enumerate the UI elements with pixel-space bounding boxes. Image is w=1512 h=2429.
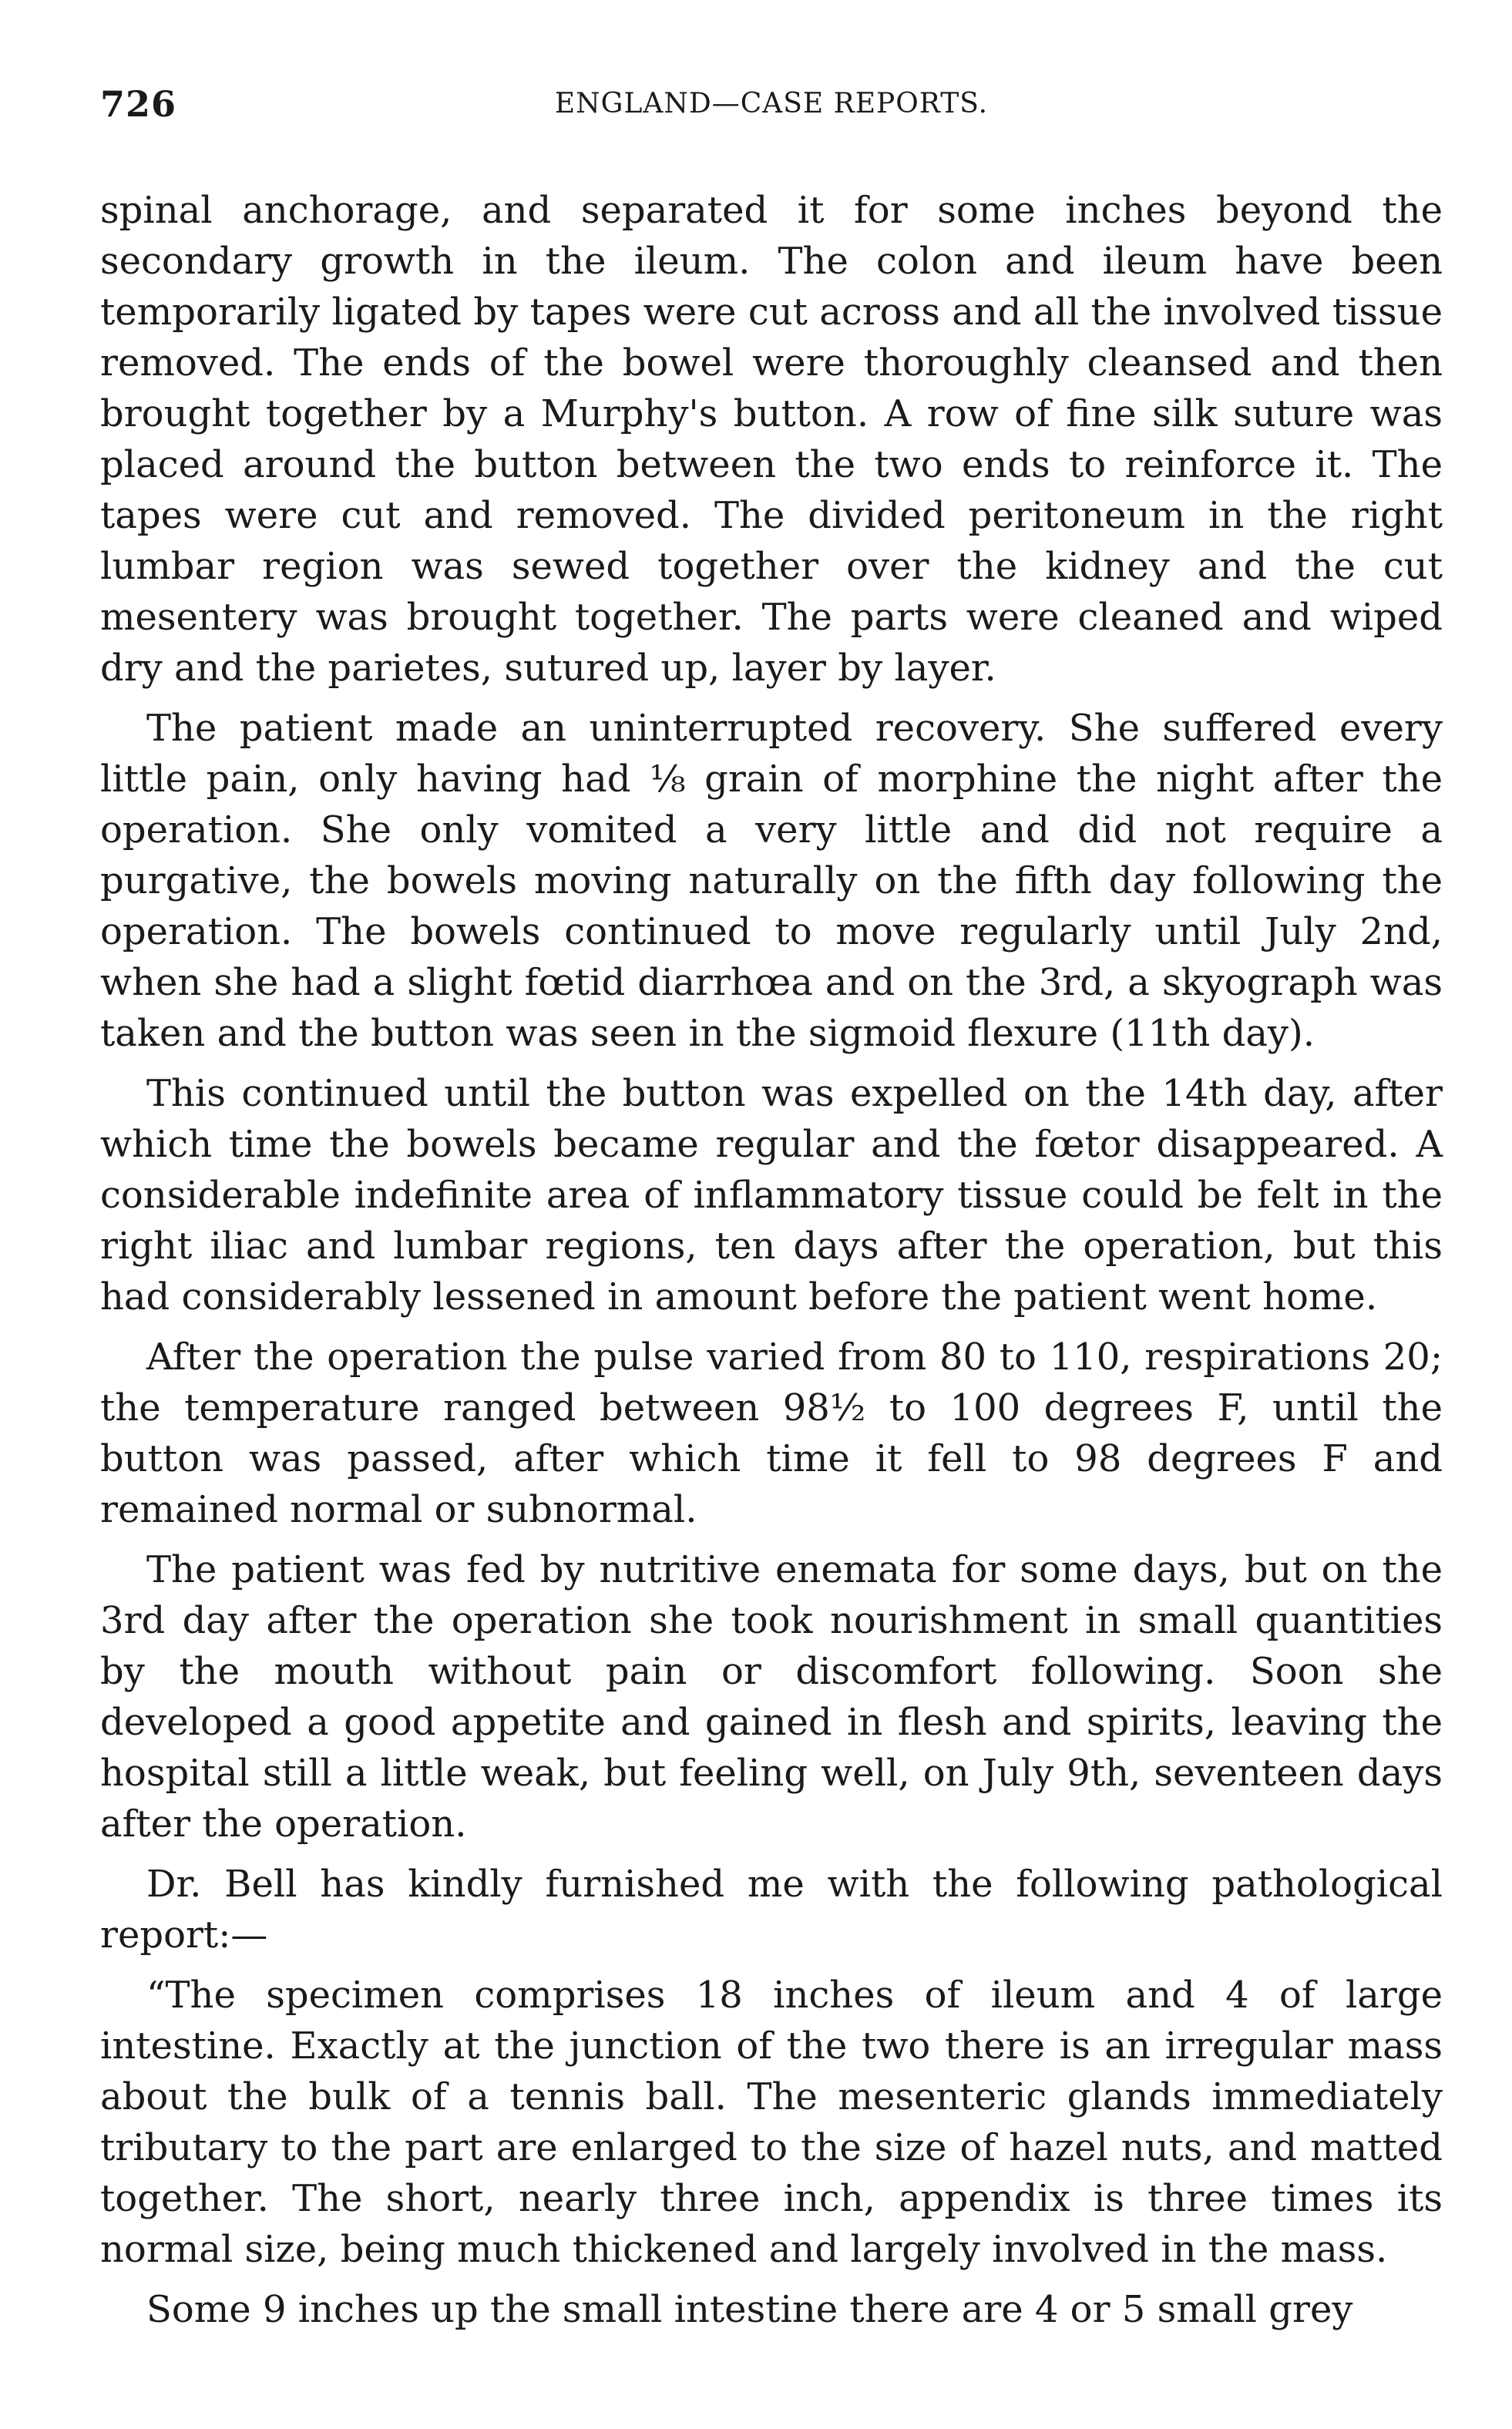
paragraph-button-expelled: This continued until the button was expelled on the 14th day, after which time the bowels became regular and the fœtor disappeared. A considerable indefinite area of inflammatory tissue could be felt in the right iliac and lumbar regions, ten days after the operation, but this had considerably lessened in amount before the patient went home.: [100, 1072, 1443, 1319]
page-number: 726: [100, 83, 177, 125]
paragraph-specimen: “The specimen comprises 18 inches of ileum and 4 of large intestine. Exactly at the junction of the two there is an irregular mass about the bulk of a tennis ball. The mesenteric glands immediately tributary to the part are enlarged to the size of hazel nuts, and matted together. The short, nearly three inch, appendix is three times its normal size, being much thickened and largely involved in the mass.: [100, 1974, 1443, 2271]
paragraph-pathology-intro: Dr. Bell has kindly furnished me with the following pathological report:—: [100, 1863, 1443, 1957]
page-header: [100, 83, 1443, 137]
paragraph-nutrition: The patient was fed by nutritive enemata for some days, but on the 3rd day after the operation she took nourishment in small quantities by the mouth without pain or discomfort following. Soon she developed a good appetite and gained in flesh and spirits, leaving the hospital still a little weak, but feeling well, on July 9th, seventeen days after the operation.: [100, 1548, 1443, 1846]
paragraph-recovery: The patient made an uninterrupted recovery. She suffered every little pain, only having had ⅛ grain of morphine the night after the operation. She only vomited a very little and did not require a purgative, the bowels moving naturally on the fifth day following the operation. The bowels continued to move regularly until July 2nd, when she had a slight fœtid diarrhœa and on the 3rd, a skyograph was taken and the button was seen in the sigmoid flexure (11th day).: [100, 707, 1443, 1055]
paragraph-operation-continued: spinal anchorage, and separated it for some inches beyond the secondary growth in the ileum. The colon and ileum have been temporarily ligated by tapes were cut across and all the involved tissue removed. The ends of the bowel were thoroughly cleansed and then brought together by a Murphy's button. A row of fine silk suture was placed around the button between the two ends to reinforce it. The tapes were cut and removed. The divided peritoneum in the right lumbar region was sewed together over the kidney and the cut mesentery was brought together. The parts were cleaned and wiped dry and the parietes, sutured up, layer by layer.: [100, 189, 1443, 690]
paragraph-small-intestine: Some 9 inches up the small intestine there are 4 or 5 small grey: [146, 2288, 1353, 2331]
body-text: [100, 185, 1443, 2335]
document-page: [100, 83, 1443, 2335]
running-head: ENGLAND—CASE REPORTS.: [554, 88, 989, 119]
paragraph-pulse-temperature: After the operation the pulse varied from 80 to 110, respirations 20; the temperature ranged between 98½ to 100 degrees F, until the button was passed, after which time it fell to 98 degrees F and remained normal or subnormal.: [100, 1335, 1443, 1531]
